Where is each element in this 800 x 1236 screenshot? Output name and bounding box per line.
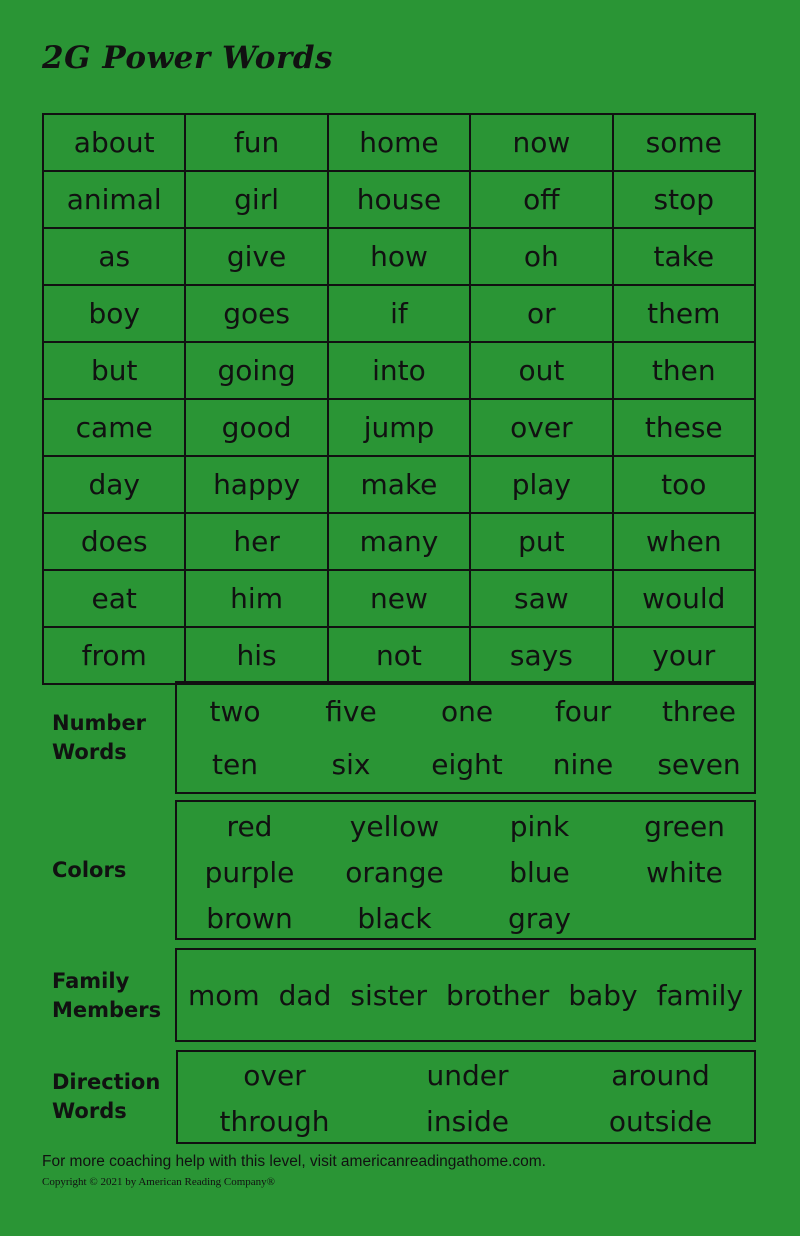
family-members-list	[177, 979, 754, 1012]
table-row	[43, 456, 755, 513]
family-word: brother	[446, 979, 550, 1012]
color-word: black	[357, 902, 432, 935]
direction-words-list	[178, 1059, 754, 1138]
word-cell: him	[185, 570, 327, 627]
word-cell: put	[470, 513, 612, 570]
word-cell: many	[328, 513, 470, 570]
number-word: one	[440, 695, 494, 728]
word-cell: then	[613, 342, 755, 399]
direction-word: over	[243, 1059, 306, 1092]
word-cell: them	[613, 285, 755, 342]
word-cell: some	[613, 114, 755, 171]
word-cell: these	[613, 399, 755, 456]
direction-word: through	[219, 1105, 330, 1138]
number-word: two	[209, 695, 261, 728]
direction-label-line1: Direction	[52, 1070, 161, 1094]
word-cell: when	[613, 513, 755, 570]
family-label-line2: Members	[52, 998, 162, 1022]
table-row	[43, 342, 755, 399]
number-word: four	[554, 695, 612, 728]
word-cell: play	[470, 456, 612, 513]
color-word: pink	[509, 810, 570, 843]
word-cell: too	[613, 456, 755, 513]
word-cell: eat	[43, 570, 185, 627]
power-words-grid	[42, 113, 756, 685]
page-title: 2G Power Words	[42, 40, 333, 76]
color-word: blue	[509, 856, 570, 889]
number-words-label-line2: Words	[52, 740, 127, 764]
family-word: family	[656, 979, 744, 1012]
word-cell: oh	[470, 228, 612, 285]
word-cell: girl	[185, 171, 327, 228]
color-word: orange	[345, 856, 444, 889]
number-word: eight	[431, 748, 503, 781]
family-word: sister	[350, 979, 428, 1012]
word-cell: going	[185, 342, 327, 399]
family-word: dad	[278, 979, 332, 1012]
number-word: five	[325, 695, 377, 728]
word-cell: but	[43, 342, 185, 399]
word-cell: says	[470, 627, 612, 684]
color-word: yellow	[349, 810, 440, 843]
word-cell: not	[328, 627, 470, 684]
number-word: three	[661, 695, 737, 728]
word-cell: now	[470, 114, 612, 171]
word-cell: day	[43, 456, 185, 513]
word-cell: as	[43, 228, 185, 285]
number-word: seven	[657, 748, 741, 781]
number-word: six	[331, 748, 371, 781]
word-cell: make	[328, 456, 470, 513]
footer-help-text: For more coaching help with this level, visit americanreadingathome.com.	[42, 1153, 546, 1170]
word-cell: off	[470, 171, 612, 228]
colors-list	[177, 810, 754, 935]
word-cell: does	[43, 513, 185, 570]
word-cell: his	[185, 627, 327, 684]
word-cell: home	[328, 114, 470, 171]
table-row	[43, 627, 755, 684]
family-label-line1: Family	[52, 969, 130, 993]
word-cell: boy	[43, 285, 185, 342]
color-word: gray	[507, 902, 571, 935]
family-word: baby	[568, 979, 638, 1012]
table-row	[43, 513, 755, 570]
word-cell: how	[328, 228, 470, 285]
word-cell: stop	[613, 171, 755, 228]
word-cell: good	[185, 399, 327, 456]
table-row	[43, 570, 755, 627]
table-row	[43, 228, 755, 285]
number-words-label	[52, 709, 146, 767]
number-words-list	[177, 695, 754, 781]
word-cell: fun	[185, 114, 327, 171]
table-row	[43, 285, 755, 342]
word-cell: give	[185, 228, 327, 285]
word-cell: goes	[185, 285, 327, 342]
word-cell: new	[328, 570, 470, 627]
color-word: white	[646, 856, 723, 889]
word-cell: if	[328, 285, 470, 342]
direction-words-box	[176, 1050, 756, 1144]
word-cell: came	[43, 399, 185, 456]
colors-box	[175, 800, 756, 940]
word-cell: your	[613, 627, 755, 684]
direction-word: around	[611, 1059, 710, 1092]
word-cell: would	[613, 570, 755, 627]
color-word: green	[644, 810, 725, 843]
number-word: ten	[212, 748, 258, 781]
word-cell: house	[328, 171, 470, 228]
word-cell: her	[185, 513, 327, 570]
table-row	[43, 171, 755, 228]
word-cell: over	[470, 399, 612, 456]
word-cell: from	[43, 627, 185, 684]
table-row	[43, 399, 755, 456]
number-word: nine	[552, 748, 614, 781]
word-cell: saw	[470, 570, 612, 627]
word-cell: or	[470, 285, 612, 342]
color-word: brown	[206, 902, 293, 935]
word-cell: into	[328, 342, 470, 399]
family-word: mom	[187, 979, 260, 1012]
direction-words-label	[52, 1068, 160, 1126]
table-row	[43, 114, 755, 171]
word-cell: jump	[328, 399, 470, 456]
colors-label: Colors	[52, 858, 127, 882]
word-cell: out	[470, 342, 612, 399]
number-words-box	[175, 681, 756, 794]
direction-word: under	[426, 1059, 509, 1092]
direction-word: outside	[608, 1105, 713, 1138]
direction-word: inside	[426, 1105, 509, 1138]
color-word: purple	[204, 856, 295, 889]
direction-label-line2: Words	[52, 1099, 127, 1123]
word-cell: take	[613, 228, 755, 285]
word-cell: animal	[43, 171, 185, 228]
word-cell: about	[43, 114, 185, 171]
footer-copyright: Copyright © 2021 by American Reading Company®	[42, 1176, 276, 1188]
color-word: red	[226, 810, 273, 843]
number-words-label-line1: Number	[52, 711, 147, 735]
word-cell: happy	[185, 456, 327, 513]
family-members-box	[175, 948, 756, 1042]
family-members-label	[52, 967, 161, 1025]
